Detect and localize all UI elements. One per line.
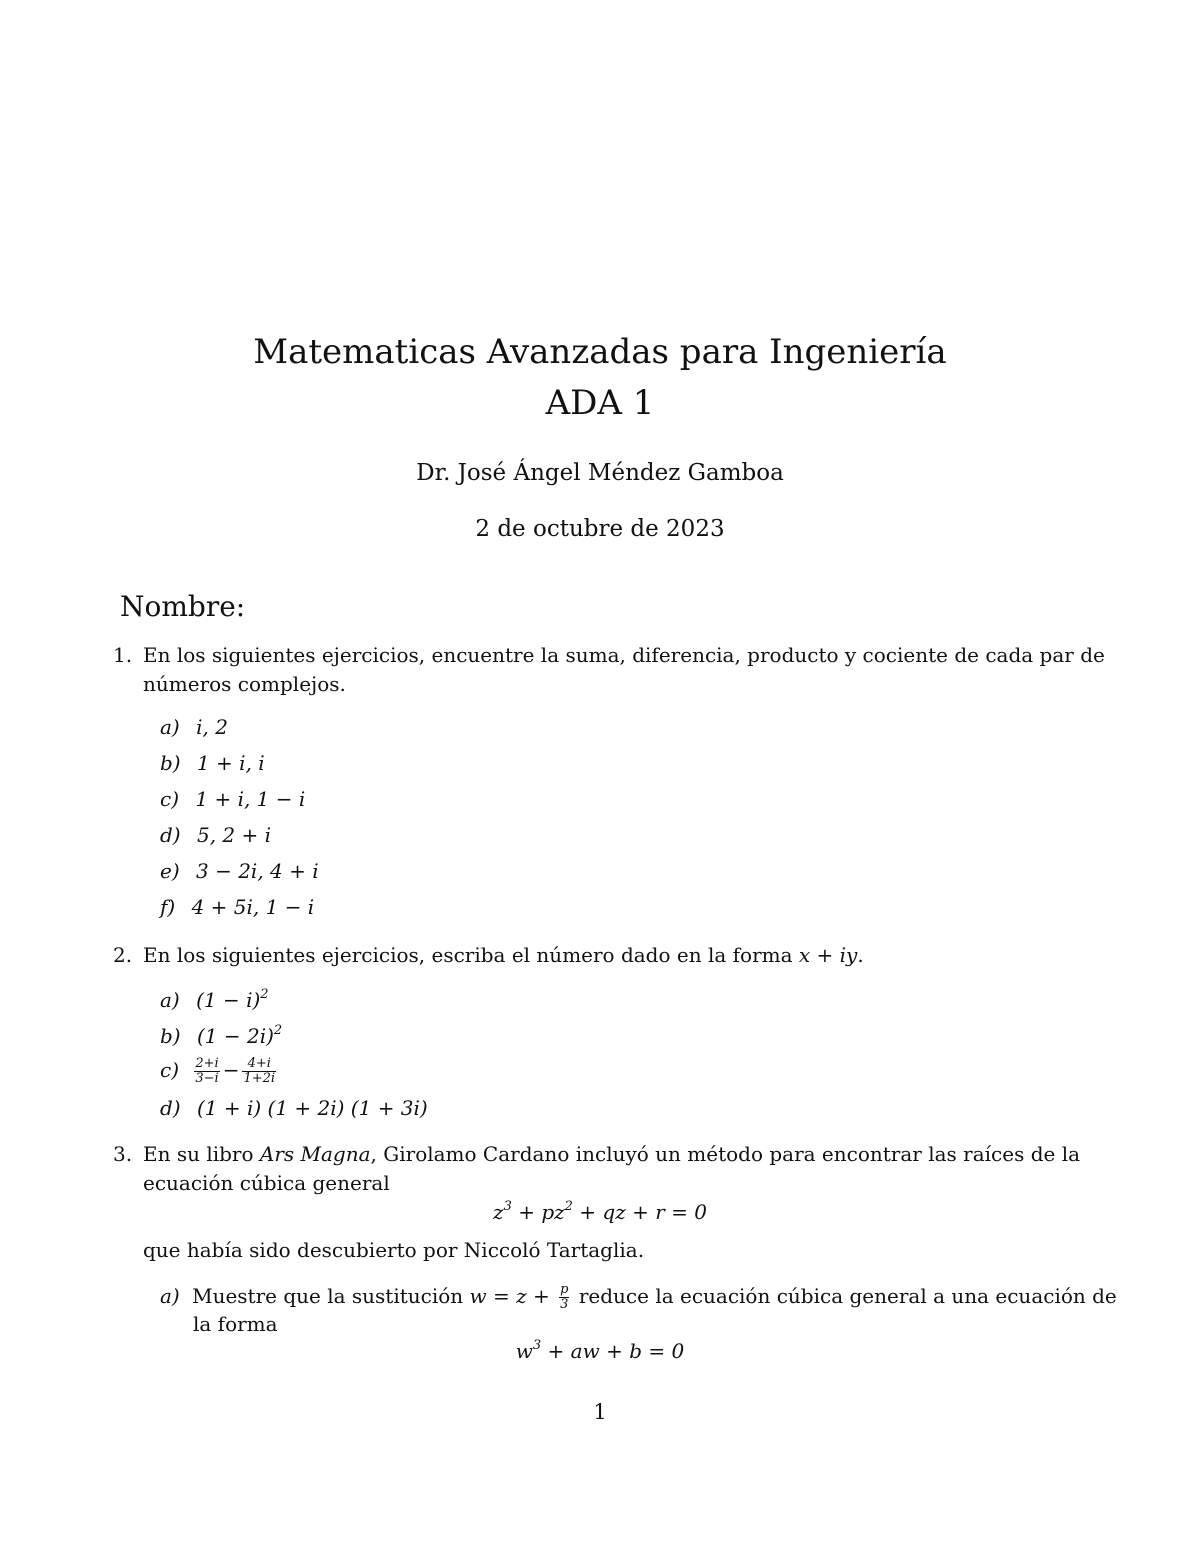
equation-part: + aw + b = 0 [541,1339,685,1363]
expression-exponent: 2 [273,1023,283,1038]
list-item [160,787,305,811]
document-title: Matematicas Avanzadas para Ingeniería [253,332,947,372]
item-expression: 5, 2 + i [196,823,272,847]
list-item [160,751,265,775]
book-title: Ars Magna [259,1142,371,1166]
problem-number: 1. [113,643,133,667]
page-number: 1 [593,1400,607,1424]
item-expression: 3 − 2i, 4 + i [196,859,319,883]
operator: − [222,1058,240,1082]
equation-exponent: 3 [532,1338,542,1353]
item-label: d) [160,823,181,847]
item-label: b) [160,1024,181,1048]
fraction-numerator: 4+i [242,1057,276,1072]
document-subtitle: ADA 1 [545,383,655,423]
fraction-denominator: 1+2i [243,1071,276,1086]
item-label: f) [160,895,176,919]
fraction [559,1283,569,1312]
problem-text: números complejos. [143,672,346,696]
problem-text: ecuación cúbica general [143,1171,390,1195]
item-label: a) [160,1284,180,1308]
item-expression: 1 + i, i [196,751,265,775]
expression-exponent: 2 [260,987,269,1002]
item-label: e) [160,859,180,883]
item-label: c) [160,1058,180,1082]
item-label: d) [160,1096,181,1120]
equation-part: z [493,1200,504,1224]
expression-base: (1 − 2i) [196,1024,274,1048]
reduced-equation [0,1339,1200,1363]
problem-text [143,943,864,967]
fraction-denominator: 3 [560,1297,569,1312]
fraction [194,1057,219,1086]
problem-text-part: , Girolamo Cardano incluyó un método para encontrar las raíces de la [370,1142,1081,1166]
item-expression [197,1024,282,1048]
item-expression: 1 + i, 1 − i [195,787,306,811]
problem-number: 3. [113,1142,133,1166]
item-text-part: Muestre que la sustitución [192,1284,470,1308]
problem-text: En los siguientes ejercicios, encuentre la suma, diferencia, producto y cociente de cada par de [143,643,1105,667]
author: Dr. José Ángel Méndez Gamboa [416,460,784,486]
list-item [160,1096,428,1120]
cubic-equation [0,1200,1200,1224]
fraction-denominator: 3−i [195,1071,219,1086]
item-expression: (1 + i) (1 + 2i) (1 + 3i) [196,1096,428,1120]
list-item [160,823,271,847]
math-expression: w = z + [469,1284,557,1308]
item-text [192,1282,1117,1312]
problem-text: que había sido descubierto por Niccoló Tartaglia. [143,1238,645,1262]
nombre-label: Nombre: [120,590,246,623]
fraction [242,1057,276,1086]
item-expression [196,988,268,1012]
item-label: a) [160,715,180,739]
item-label: a) [160,988,180,1012]
list-item [160,1283,1117,1312]
equation-exponent: 2 [564,1199,573,1214]
equation-part: + pz [511,1200,565,1224]
problem-text-part: En su libro [143,1142,260,1166]
math-expression: x + iy [798,943,858,967]
problem-number: 2. [113,943,133,967]
problem-text-part: En los siguientes ejercicios, escriba el número dado en la forma [143,943,799,967]
fraction-numerator: p [560,1282,569,1297]
problem-text [143,1142,1080,1166]
equation-part: w [515,1339,533,1363]
fraction-numerator: 2+i [195,1056,219,1071]
list-item [160,1057,279,1086]
equation-exponent: 3 [503,1199,512,1214]
list-item [160,859,319,883]
item-label: b) [160,751,181,775]
item-expression: 4 + 5i, 1 − i [191,895,315,919]
equation-part: + qz + r = 0 [572,1200,707,1224]
expression-base: (1 − i) [196,988,261,1012]
item-text-part: reduce la ecuación cúbica general a una ecuación de [572,1284,1117,1308]
list-item [160,895,314,919]
item-expression [191,1056,279,1086]
problem-text-part: . [857,943,864,967]
item-expression: i, 2 [196,715,228,739]
date: 2 de octubre de 2023 [475,516,725,542]
list-item [160,988,269,1012]
list-item [160,715,228,739]
item-label: c) [160,787,180,811]
list-item [160,1024,282,1048]
item-text: la forma [193,1312,278,1336]
